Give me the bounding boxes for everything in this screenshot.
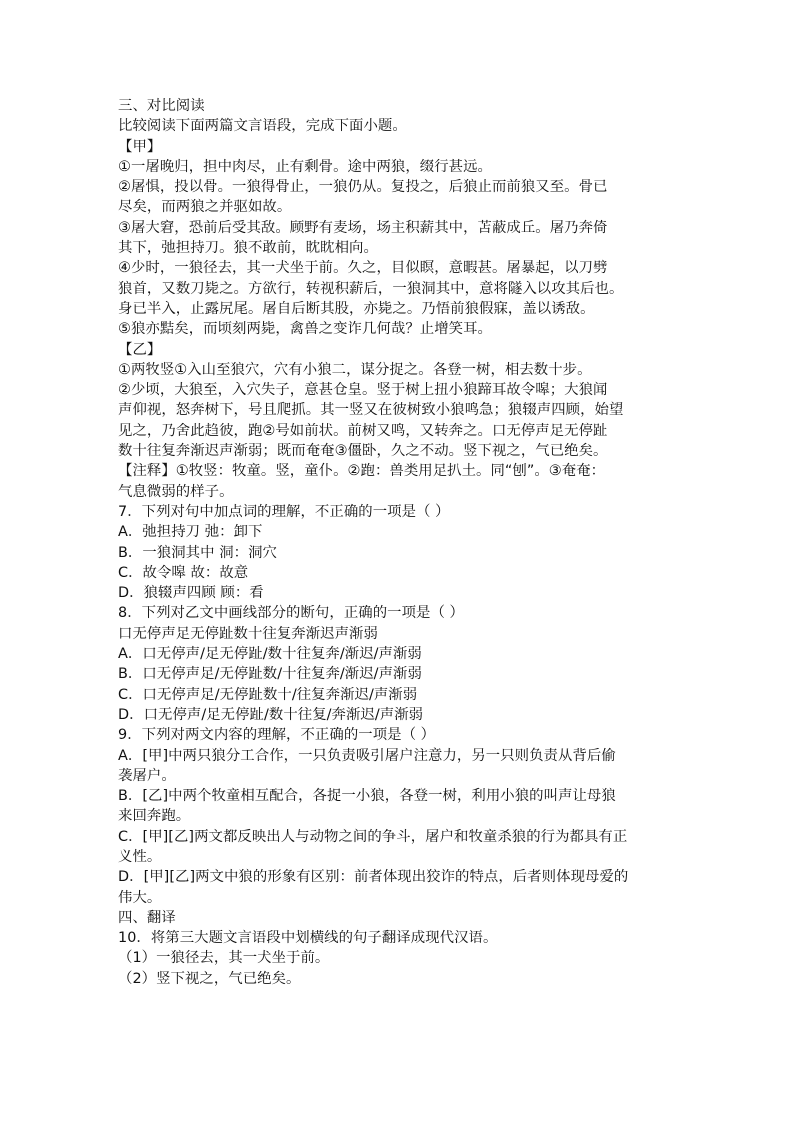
notes-line: 【注释】①牧竖：牧童。竖，童仆。②跑：兽类用足扒土。同“刨”。③奄奄： xyxy=(118,463,606,480)
question-10-part-2: （2）竖下视之，气已绝矣。 xyxy=(118,970,301,987)
passage-a-line: 尽矣，而两狼之并驱如故。 xyxy=(118,199,292,216)
passage-a-line: 其下，弛担持刀。狼不敢前，眈眈相向。 xyxy=(118,240,378,257)
question-8-sentence: 口无停声足无停趾数十往复奔渐迟声渐弱 xyxy=(118,625,378,642)
question-9-option-c: C．[甲][乙]两文都反映出人与动物之间的争斗，屠户和牧童杀狼的行为都具有正 xyxy=(118,828,628,845)
question-8-option-b: B．口无停声足/无停趾数/十往复奔/渐迟/声渐弱 xyxy=(118,666,422,683)
question-7-option-a: A．弛担持刀 弛：卸下 xyxy=(118,524,263,541)
passage-b-line: 见之，乃舍此趋彼，跑②号如前状。前树又鸣，又转奔之。口无停声足无停趾 xyxy=(118,422,608,439)
question-9-option-a: A．[甲]中两只狼分工合作，一只负责吸引屠户注意力，另一只则负责从背后偷 xyxy=(118,747,616,764)
question-9-option-b: B．[乙]中两个牧童相互配合，各捉一小狼，各登一树，利用小狼的叫声让母狼 xyxy=(118,788,616,805)
passage-a-line: ②屠惧，投以骨。一狼得骨止，一狼仍从。复投之，后狼止而前狼又至。骨已 xyxy=(118,179,608,196)
question-9-option-b-cont: 来回奔跑。 xyxy=(118,808,191,825)
question-7-option-d: D．狼辍声四顾 顾：看 xyxy=(118,585,264,602)
passage-a-line: 狼首，又数刀毙之。方欲行，转视积薪后，一狼洞其中，意将隧入以攻其后也。 xyxy=(118,280,624,297)
question-7-option-c: C．故令嗥 故：故意 xyxy=(118,564,249,581)
passage-b-label: 【乙】 xyxy=(118,341,162,358)
question-9: 9．下列对两文内容的理解，不正确的一项是（ ） xyxy=(118,727,436,744)
section-heading: 三、对比阅读 xyxy=(118,98,205,114)
question-10: 10．将第三大题文言语段中划横线的句子翻译成现代汉语。 xyxy=(118,930,498,947)
question-9-option-d: D．[甲][乙]两文中狼的形象有区别：前者体现出狡诈的特点，后者则体现母爱的 xyxy=(118,869,629,886)
document-body xyxy=(118,96,688,989)
passage-b-line: 数十往复奔渐迟声渐弱；既而奄奄③僵卧，久之不动。竖下视之，气已绝矣。 xyxy=(118,443,608,460)
section-heading: 四、翻译 xyxy=(118,909,176,926)
question-9-option-c-cont: 义性。 xyxy=(118,848,162,865)
question-8-option-a: A．口无停声/足无停趾/数十往复奔/渐迟/声渐弱 xyxy=(118,646,422,663)
passage-a-line: ③屠大窘，恐前后受其敌。顾野有麦场，场主积薪其中，苫蔽成丘。屠乃奔倚 xyxy=(118,219,608,236)
question-8: 8．下列对乙文中画线部分的断句，正确的一项是（ ） xyxy=(118,605,464,622)
notes-line: 气息微弱的样子。 xyxy=(118,483,234,500)
instruction-text: 比较阅读下面两篇文言语段，完成下面小题。 xyxy=(118,118,407,135)
question-8-option-d: D．口无停声/足无停趾/数十往复/奔渐迟/声渐弱 xyxy=(118,706,424,723)
passage-a-line: 身已半入，止露尻尾。屠自后断其股，亦毙之。乃悟前狼假寐，盖以诱敌。 xyxy=(118,300,595,317)
question-9-option-a-cont: 袭屠户。 xyxy=(118,767,176,784)
passage-a-label: 【甲】 xyxy=(118,138,162,155)
question-10-part-1: （1）一狼径去，其一犬坐于前。 xyxy=(118,950,330,967)
passage-a-line: ①一屠晚归，担中肉尽，止有剩骨。途中两狼，缀行甚远。 xyxy=(118,158,492,175)
passage-b-line: ①两牧竖①入山至狼穴，穴有小狼二，谋分捉之。各登一树，相去数十步。 xyxy=(118,361,592,378)
passage-b-line: ②少顷，大狼至，入穴失子，意甚仓皇。竖于树上扭小狼蹄耳故令嗥；大狼闻 xyxy=(118,382,608,399)
passage-a-line: ⑤狼亦黠矣，而顷刻两毙，禽兽之变诈几何哉？止增笑耳。 xyxy=(118,321,492,338)
question-9-option-d-cont: 伟大。 xyxy=(118,889,162,906)
question-7-option-b: B．一狼洞其中 洞：洞穴 xyxy=(118,544,277,561)
passage-b-line: 声仰视，怒奔树下，号且爬抓。其一竖又在彼树致小狼鸣急；狼辍声四顾，始望 xyxy=(118,402,624,419)
question-8-option-c: C．口无停声足/无停趾数十/往复奔渐迟/声渐弱 xyxy=(118,686,418,703)
question-7: 7．下列对句中加点词的理解，不正确的一项是（ ） xyxy=(118,503,450,520)
passage-a-line: ④少时，一狼径去，其一犬坐于前。久之，目似瞑，意暇甚。屠暴起，以刀劈 xyxy=(118,260,608,277)
